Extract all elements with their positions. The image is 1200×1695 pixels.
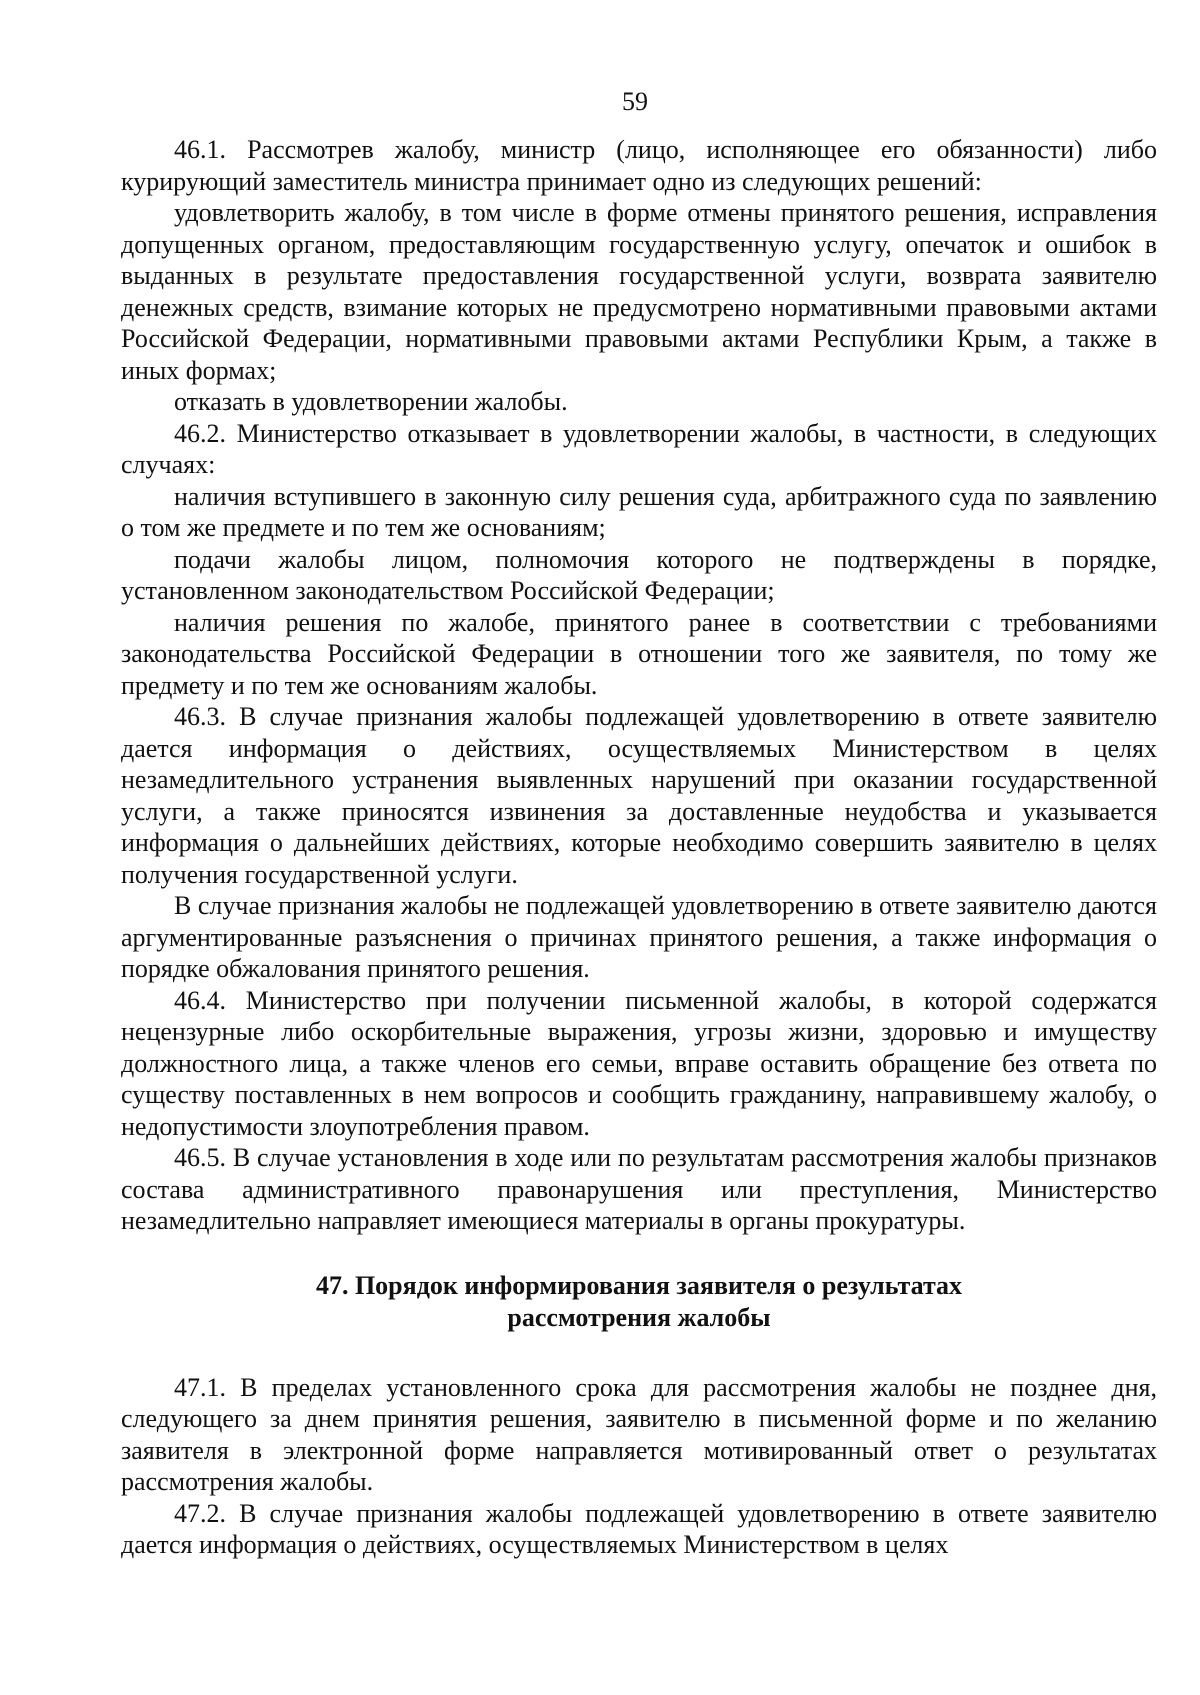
paragraph-46-3-refusal: В случае признания жалобы не подлежащей удовлетворению в ответе заявителю даются аргументированные разъяснения о причинах принятого решения, а также информация о порядке обжалования принятого решения. (121, 891, 1157, 983)
paragraph-46-3: 46.3. В случае признания жалобы подлежащей удовлетворению в ответе заявителю дается информация о действиях, осуществляемых Министерством в целях незамедлительного устранения выявленных нарушений при оказании государственной услуги, а также приносятся извинения за доставленные неудобства и указывается информация о дальнейших действиях, которые необходимо совершить заявителю в целях получения государственной услуги. (121, 702, 1157, 889)
paragraph-46-2: 46.2. Министерство отказывает в удовлетворении жалобы, в частности, в следующих случаях: (121, 418, 1157, 479)
paragraph-46-1-option-satisfy: удовлетворить жалобу, в том числе в форме отмены принятого решения, исправления допущенных органом, предоставляющим государственную услугу, опечаток и ошибок в выданных в результате предоставления государственной услуги, возврата заявителю денежных средств, взимание которых не предусмотрено нормативными правовыми актами Российской Федерации, нормативными правовыми актами Республики Крым, а также в иных формах; (121, 198, 1157, 385)
paragraph-46-5: 46.5. В случае установления в ходе или по результатам рассмотрения жалобы признаков состава административного правонарушения или преступления, Министерство незамедлительно направляет имеющиеся материалы в органы прокуратуры. (121, 1143, 1157, 1235)
paragraph-46-1-option-refuse: отказать в удовлетворении жалобы. (174, 387, 568, 416)
section-heading-line-2: рассмотрения жалобы (507, 1302, 771, 1332)
paragraph-47-2: 47.2. В случае признания жалобы подлежащей удовлетворению в ответе заявителю дается информация о действиях, осуществляемых Министерством в целях (121, 1498, 1157, 1559)
document-body (121, 134, 1157, 1561)
paragraph-46-1: 46.1. Рассмотрев жалобу, министр (лицо, исполняющее его обязанности) либо курирующий заместитель министра принимает одно из следующих решений: (121, 135, 1157, 196)
page-number: 59 (622, 87, 648, 116)
paragraph-47-1: 47.1. В пределах установленного срока для рассмотрения жалобы не позднее дня, следующего за днем принятия решения, заявителю в письменной форме и по желанию заявителя в электронной форме направляется мотивированный ответ о результатах рассмотрения жалобы. (121, 1372, 1157, 1496)
section-heading-line-1: 47. Порядок информирования заявителя о результатах (315, 1270, 963, 1300)
paragraph-46-2-case-court: наличия вступившего в законную силу решения суда, арбитражного суда по заявлению о том же предмете и по тем же основаниям; (121, 481, 1157, 542)
paragraph-46-2-case-prior-decision: наличия решения по жалобе, принятого ранее в соответствии с требованиями законодательства Российской Федерации в отношении того же заявителя, по тому же предмету и по тем же основаниям жалобы. (121, 607, 1157, 700)
paragraph-46-2-case-authority: подачи жалобы лицом, полномочия которого не подтверждены в порядке, установленном законодательством Российской Федерации; (121, 544, 1157, 605)
paragraph-46-4: 46.4. Министерство при получении письменной жалобы, в которой содержатся нецензурные либо оскорбительные выражения, угрозы жизни, здоровью и имуществу должностного лица, а также членов его семьи, вправе оставить обращение без ответа по существу поставленных в нем вопросов и сообщить гражданину, направившему жалобу, о недопустимости злоупотребления правом. (121, 985, 1157, 1141)
